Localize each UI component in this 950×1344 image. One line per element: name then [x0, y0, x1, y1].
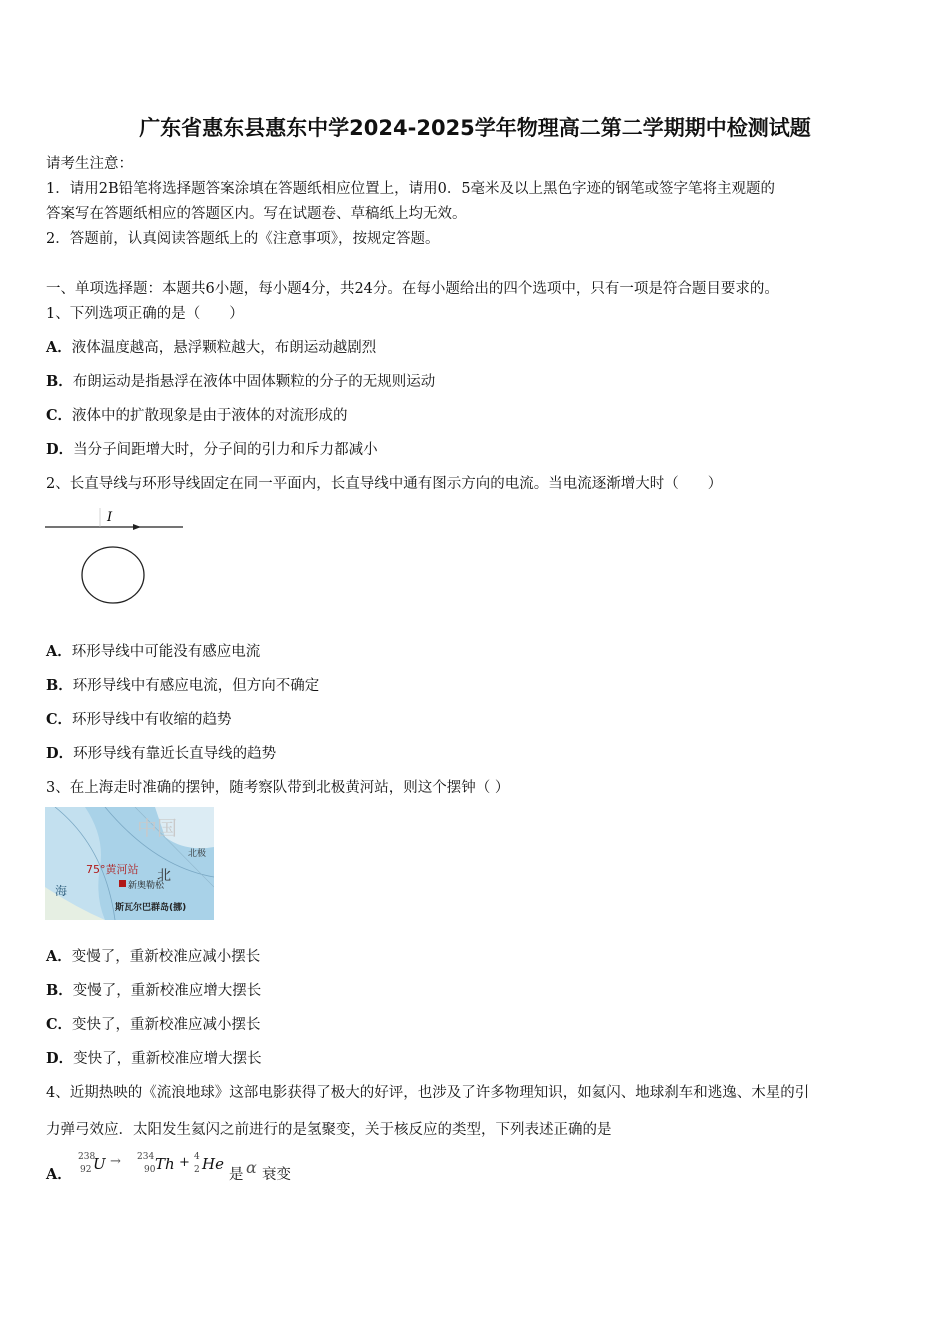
q3-option-c: C．变快了，重新校准应减小摆长 — [46, 1016, 261, 1033]
map-label-north: 北 — [157, 868, 171, 884]
map-label-ny-alesund: 新奥勒松 — [128, 881, 165, 891]
notice-item-1-line-1: 1．请用2B铅笔将选择题答案涂填在答题纸相应位置上，请用0．5毫米及以上黑色字迹的钢笔或签字笔将主观题的 — [46, 181, 776, 197]
q1-option-a: A．液体温度越高，悬浮颗粒越大，布朗运动越剧烈 — [46, 339, 377, 356]
q1-option-d: D．当分子间距增大时，分子间的引力和斥力都减小 — [46, 441, 378, 458]
section-1-heading: 一、单项选择题：本题共6小题，每小题4分，共24分。在每小题给出的四个选项中，只有一项是符合题目要求的。 — [46, 281, 779, 297]
uranium-atomic-number: 92 — [80, 1165, 92, 1175]
plus-sign: + — [179, 1155, 190, 1170]
q2-wire-loop-figure — [40, 500, 190, 610]
q3-arctic-map — [45, 807, 214, 920]
station-marker-icon — [119, 880, 126, 887]
notice-heading: 请考生注意： — [46, 156, 133, 172]
ring-wire — [82, 547, 144, 603]
is-text: 是 — [229, 1167, 244, 1183]
q2-option-c: C．环形导线中有收缩的趋势 — [46, 711, 232, 728]
thorium-mass-number: 234 — [137, 1152, 155, 1162]
decay-text: 衰变 — [262, 1167, 291, 1183]
thorium-atomic-number: 90 — [144, 1165, 156, 1175]
map-watermark-china: 中国 — [137, 816, 177, 840]
helium-symbol: He — [202, 1155, 224, 1173]
q3-option-a: A．变慢了，重新校准应减小摆长 — [46, 948, 261, 965]
map-label-svalbard: 斯瓦尔巴群岛(挪) — [115, 903, 187, 913]
q1-option-c: C．液体中的扩散现象是由于液体的对流形成的 — [46, 407, 348, 424]
alpha-symbol: α — [246, 1158, 257, 1177]
q2-stem: 2、长直导线与环形导线固定在同一平面内，长直导线中通有图示方向的电流。当电流逐渐增大时（ ） — [46, 476, 723, 492]
q3-stem: 3、在上海走时准确的摆钟，随考察队带到北极黄河站，则这个摆钟（ ） — [46, 780, 510, 796]
q2-option-a: A．环形导线中可能没有感应电流 — [46, 643, 261, 660]
thorium-symbol: Th — [155, 1155, 175, 1173]
helium-mass-number: 4 — [194, 1152, 200, 1162]
q1-option-b: B．布朗运动是指悬浮在液体中固体颗粒的分子的无规则运动 — [46, 373, 436, 390]
q3-option-d: D．变快了，重新校准应增大摆长 — [46, 1050, 262, 1067]
q2-option-b: B．环形导线中有感应电流，但方向不确定 — [46, 677, 320, 694]
map-label-north-pole: 北极 — [188, 849, 207, 859]
q2-option-d: D．环形导线有靠近长直导线的趋势 — [46, 745, 277, 762]
q4-stem-line-2: 力弹弓效应．太阳发生氦闪之前进行的是氢聚变，关于核反应的类型，下列表述正确的是 — [46, 1122, 612, 1138]
uranium-symbol: U — [93, 1155, 106, 1173]
helium-atomic-number: 2 — [194, 1165, 200, 1175]
notice-item-2: 2．答题前，认真阅读答题纸上的《注意事项》，按规定答题。 — [46, 231, 440, 247]
map-label-sea: 海 — [55, 884, 68, 898]
page-title: 广东省惠东县惠东中学2024-2025学年物理高二第二学期期中检测试题 — [139, 116, 811, 140]
q1-stem: 1、下列选项正确的是（ ） — [46, 306, 244, 322]
current-label: I — [107, 510, 113, 525]
current-arrow-icon — [133, 524, 141, 530]
map-label-huanghe-station: 75°黄河站 — [86, 863, 139, 876]
uranium-mass-number: 238 — [78, 1152, 96, 1162]
q4-stem-line-1: 4、近期热映的《流浪地球》这部电影获得了极大的好评，也涉及了许多物理知识，如氦闪、地球刹车和逃逸、木星的引 — [46, 1085, 810, 1101]
reaction-arrow: → — [110, 1154, 121, 1169]
notice-item-1-line-2: 答案写在答题纸相应的答题区内。写在试题卷、草稿纸上均无效。 — [46, 206, 467, 222]
q3-option-b: B．变慢了，重新校准应增大摆长 — [46, 982, 262, 999]
